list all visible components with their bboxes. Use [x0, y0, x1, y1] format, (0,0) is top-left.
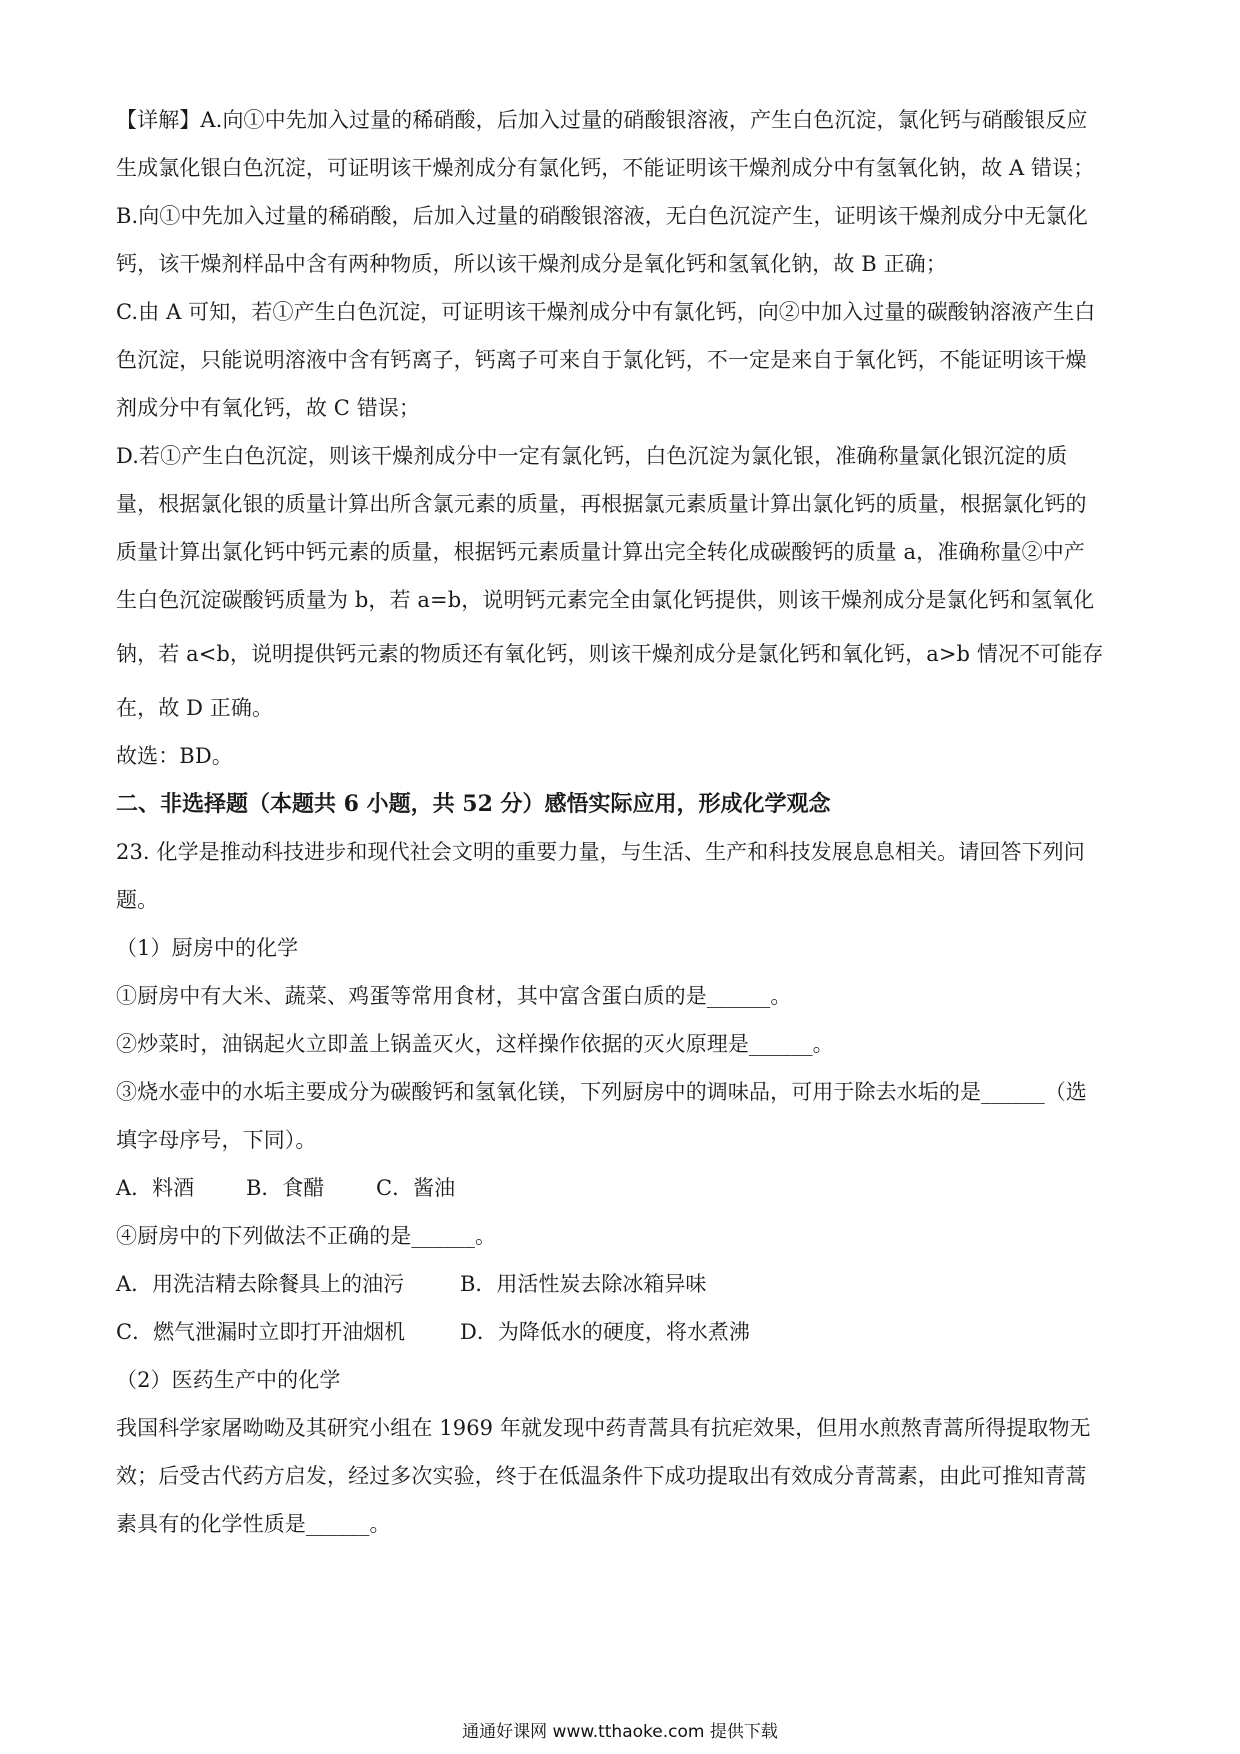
question-item-1: ①厨房中有大米、蔬菜、鸡蛋等常用食材，其中富含蛋白质的是______。 [116, 984, 792, 1008]
part2-line: 效；后受古代药方启发，经过多次实验，终于在低温条件下成功提取出有效成分青蒿素，由此可推知青蒿 [116, 1464, 1087, 1488]
question-stem: 23. 化学是推动科技进步和现代社会文明的重要力量，与生活、生产和科技发展息息相关。请回答下列问 [116, 840, 1085, 864]
question-stem: 题。 [116, 888, 159, 912]
option-a: A．料酒 [116, 1176, 195, 1200]
part1-title: （1）厨房中的化学 [116, 936, 299, 960]
option-b: B．用活性炭去除冰箱异味 [460, 1272, 707, 1296]
detail-line: 量，根据氯化银的质量计算出所含氯元素的质量，再根据氯元素质量计算出氯化钙的质量，根据氯化钙的 [116, 492, 1087, 516]
question-item-3: 填字母序号，下同）。 [116, 1128, 317, 1152]
answer-line: 故选：BD。 [116, 744, 233, 768]
item4-options-row1 [116, 1260, 1128, 1308]
item4-options-row2 [116, 1308, 1128, 1356]
option-c: C．燃气泄漏时立即打开油烟机 [116, 1320, 406, 1344]
detail-line: 质量计算出氯化钙中钙元素的质量，根据钙元素质量计算出完全转化成碳酸钙的质量 a，准确称量②中产 [116, 540, 1085, 564]
detail-line: 剂成分中有氧化钙，故 C 错误； [116, 396, 421, 420]
part2-title: （2）医药生产中的化学 [116, 1368, 341, 1392]
page-content [116, 96, 1128, 1548]
page-footer: 通通好课网 www.tthaoke.com 提供下载 [462, 1722, 778, 1742]
section-heading: 二、非选择题（本题共 6 小题，共 52 分）感悟实际应用，形成化学观念 [116, 791, 831, 817]
option-c: C．酱油 [376, 1176, 456, 1200]
question-item-4: ④厨房中的下列做法不正确的是______。 [116, 1224, 497, 1248]
detail-line: 钙，该干燥剂样品中含有两种物质，所以该干燥剂成分是氧化钙和氢氧化钠，故 B 正确； [116, 252, 947, 276]
question-item-2: ②炒菜时，油锅起火立即盖上锅盖灭火，这样操作依据的灭火原理是______。 [116, 1032, 834, 1056]
option-b: B．食醋 [246, 1176, 325, 1200]
detail-line: 生成氯化银白色沉淀，可证明该干燥剂成分有氯化钙，不能证明该干燥剂成分中有氢氧化钠，故 A 错误； [116, 156, 1095, 180]
detail-line: D.若①产生白色沉淀，则该干燥剂成分中一定有氯化钙，白色沉淀为氯化银，准确称量氯化银沉淀的质 [116, 444, 1068, 468]
detail-line: C.由 A 可知，若①产生白色沉淀，可证明该干燥剂成分中有氯化钙，向②中加入过量的碳酸钠溶液产生白 [116, 300, 1096, 324]
item3-options [116, 1164, 1128, 1212]
detail-line: 生白色沉淀碳酸钙质量为 b，若 a=b，说明钙元素完全由氯化钙提供，则该干燥剂成分是氯化钙和氢氧化 [116, 588, 1095, 612]
part2-line: 素具有的化学性质是______。 [116, 1512, 391, 1536]
option-a: A．用洗洁精去除餐具上的油污 [116, 1272, 405, 1296]
part2-line: 我国科学家屠呦呦及其研究小组在 1969 年就发现中药青蒿具有抗疟效果，但用水煎熬青蒿所得提取物无 [116, 1416, 1091, 1440]
detail-line: B.向①中先加入过量的稀硝酸，后加入过量的硝酸银溶液，无白色沉淀产生，证明该干燥剂成分中无氯化 [116, 204, 1088, 228]
detail-line: 【详解】A.向①中先加入过量的稀硝酸，后加入过量的硝酸银溶液，产生白色沉淀，氯化钙与硝酸银反应 [116, 108, 1088, 132]
option-d: D．为降低水的硬度，将水煮沸 [460, 1320, 750, 1344]
detail-line: 色沉淀，只能说明溶液中含有钙离子，钙离子可来自于氯化钙，不一定是来自于氧化钙，不能证明该干燥 [116, 348, 1087, 372]
detail-line: 在，故 D 正确。 [116, 696, 274, 720]
detail-line: 钠，若 a<b，说明提供钙元素的物质还有氧化钙，则该干燥剂成分是氯化钙和氧化钙，a>b 情况不可能存 [116, 642, 1104, 666]
question-item-3: ③烧水壶中的水垢主要成分为碳酸钙和氢氧化镁，下列厨房中的调味品，可用于除去水垢的是______（选 [116, 1080, 1087, 1104]
